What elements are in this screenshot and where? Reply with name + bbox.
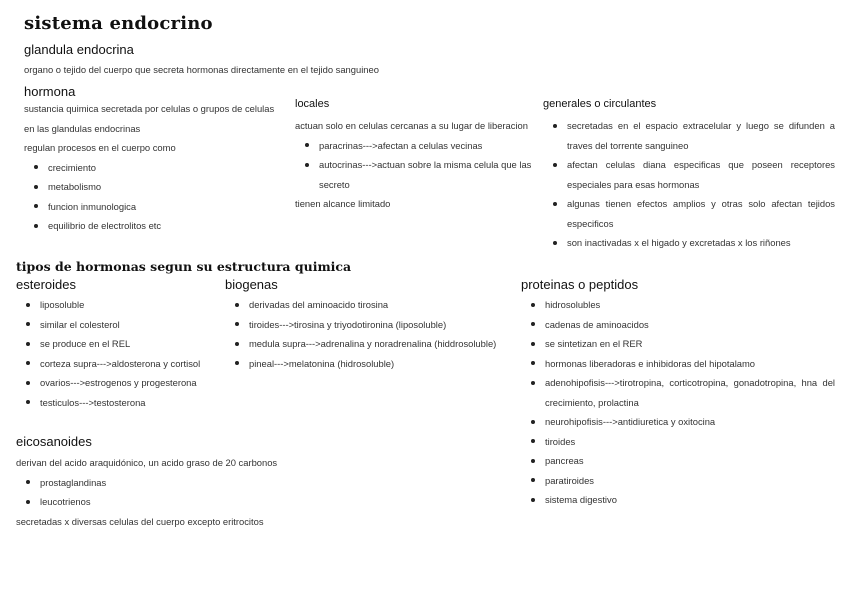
- list-item: medula supra--->adrenalina y noradrenalina (hiddrosoluble): [225, 334, 515, 354]
- page-title: sistema endocrino: [24, 13, 213, 34]
- eicosanoides-block: [16, 453, 396, 531]
- list-item: metabolismo: [24, 177, 286, 197]
- list-item: derivadas del aminoacido tirosina: [225, 295, 515, 315]
- esteroides-heading: esteroides: [16, 277, 76, 292]
- list-item: testiculos--->testosterona: [16, 393, 226, 413]
- locales-text: actuan solo en celulas cercanas a su lugar de liberacion: [295, 120, 528, 131]
- generales-list: [543, 116, 835, 253]
- list-item: se sintetizan en el RER: [521, 334, 835, 354]
- list-item: sistema digestivo: [521, 490, 835, 510]
- list-item: afectan celulas diana especificas que poseen receptores especiales para esas hormonas: [543, 155, 835, 194]
- proteinas-heading: proteinas o peptidos: [521, 277, 639, 292]
- locales-footer: tienen alcance limitado: [295, 198, 391, 209]
- biogenas-heading: biogenas: [225, 277, 278, 292]
- hormona-definition: sustancia quimica secretada por celulas o grupos de celulas en las glandulas endocrinas: [24, 103, 275, 134]
- list-item: algunas tienen efectos amplios y otras solo afectan tejidos especificos: [543, 194, 835, 233]
- esteroides-list: [16, 295, 226, 412]
- list-item: paratiroides: [521, 471, 835, 491]
- generales-block: [543, 116, 835, 253]
- eicosanoides-list: [16, 473, 396, 512]
- list-item: equilibrio de electrolitos etc: [24, 216, 286, 236]
- biogenas-list: [225, 295, 515, 373]
- glandula-heading: glandula endocrina: [24, 42, 134, 57]
- list-item: se produce en el REL: [16, 334, 226, 354]
- eicosanoides-text: derivan del acido araquidónico, un acido graso de 20 carbonos: [16, 457, 278, 468]
- list-item: pineal--->melatonina (hidrosoluble): [225, 354, 515, 374]
- hormona-list: [24, 158, 286, 236]
- list-item: adenohipofisis--->tirotropina, corticotropina, gonadotropina, hna del crecimiento, prolactina: [521, 373, 835, 412]
- locales-heading: locales: [295, 98, 330, 110]
- list-item: prostaglandinas: [16, 473, 396, 493]
- glandula-text: organo o tejido del cuerpo que secreta hormonas directamente en el tejido sanguineo: [24, 64, 379, 75]
- hormona-block: [24, 99, 286, 236]
- locales-block: [295, 116, 533, 214]
- list-item: crecimiento: [24, 158, 286, 178]
- generales-heading: generales o circulantes: [543, 98, 657, 110]
- list-item: liposoluble: [16, 295, 226, 315]
- list-item: pancreas: [521, 451, 835, 471]
- esteroides-block: [16, 295, 226, 412]
- list-item: son inactivadas x el higado y excretadas x los riñones: [543, 233, 835, 253]
- list-item: cadenas de aminoacidos: [521, 315, 835, 335]
- list-item: neurohipofisis--->antidiuretica y oxitocina: [521, 412, 835, 432]
- biogenas-block: [225, 295, 515, 373]
- locales-list: [295, 136, 533, 195]
- list-item: ovarios--->estrogenos y progesterona: [16, 373, 226, 393]
- proteinas-list: [521, 295, 835, 510]
- list-item: corteza supra--->aldosterona y cortisol: [16, 354, 226, 374]
- list-item: similar el colesterol: [16, 315, 226, 335]
- list-item: tiroides: [521, 432, 835, 452]
- proteinas-block: [521, 295, 835, 510]
- hormona-regulan: regulan procesos en el cuerpo como: [24, 142, 176, 153]
- eicosanoides-heading: eicosanoides: [16, 434, 92, 449]
- list-item: hidrosolubles: [521, 295, 835, 315]
- list-item: hormonas liberadoras e inhibidoras del hipotalamo: [521, 354, 835, 374]
- hormona-heading: hormona: [24, 84, 76, 99]
- eicosanoides-footer: secretadas x diversas celulas del cuerpo excepto eritrocitos: [16, 515, 264, 527]
- list-item: paracrinas--->afectan a celulas vecinas: [295, 136, 533, 156]
- list-item: leucotrienos: [16, 492, 396, 512]
- list-item: autocrinas--->actuan sobre la misma celula que las secreto: [295, 155, 533, 194]
- list-item: tiroides--->tirosina y triyodotironina (liposoluble): [225, 315, 515, 335]
- list-item: funcion inmunologica: [24, 197, 286, 217]
- tipos-title: tipos de hormonas segun su estructura quimica: [16, 259, 352, 274]
- list-item: secretadas en el espacio extracelular y luego se difunden a traves del torrente sanguineo: [543, 116, 835, 155]
